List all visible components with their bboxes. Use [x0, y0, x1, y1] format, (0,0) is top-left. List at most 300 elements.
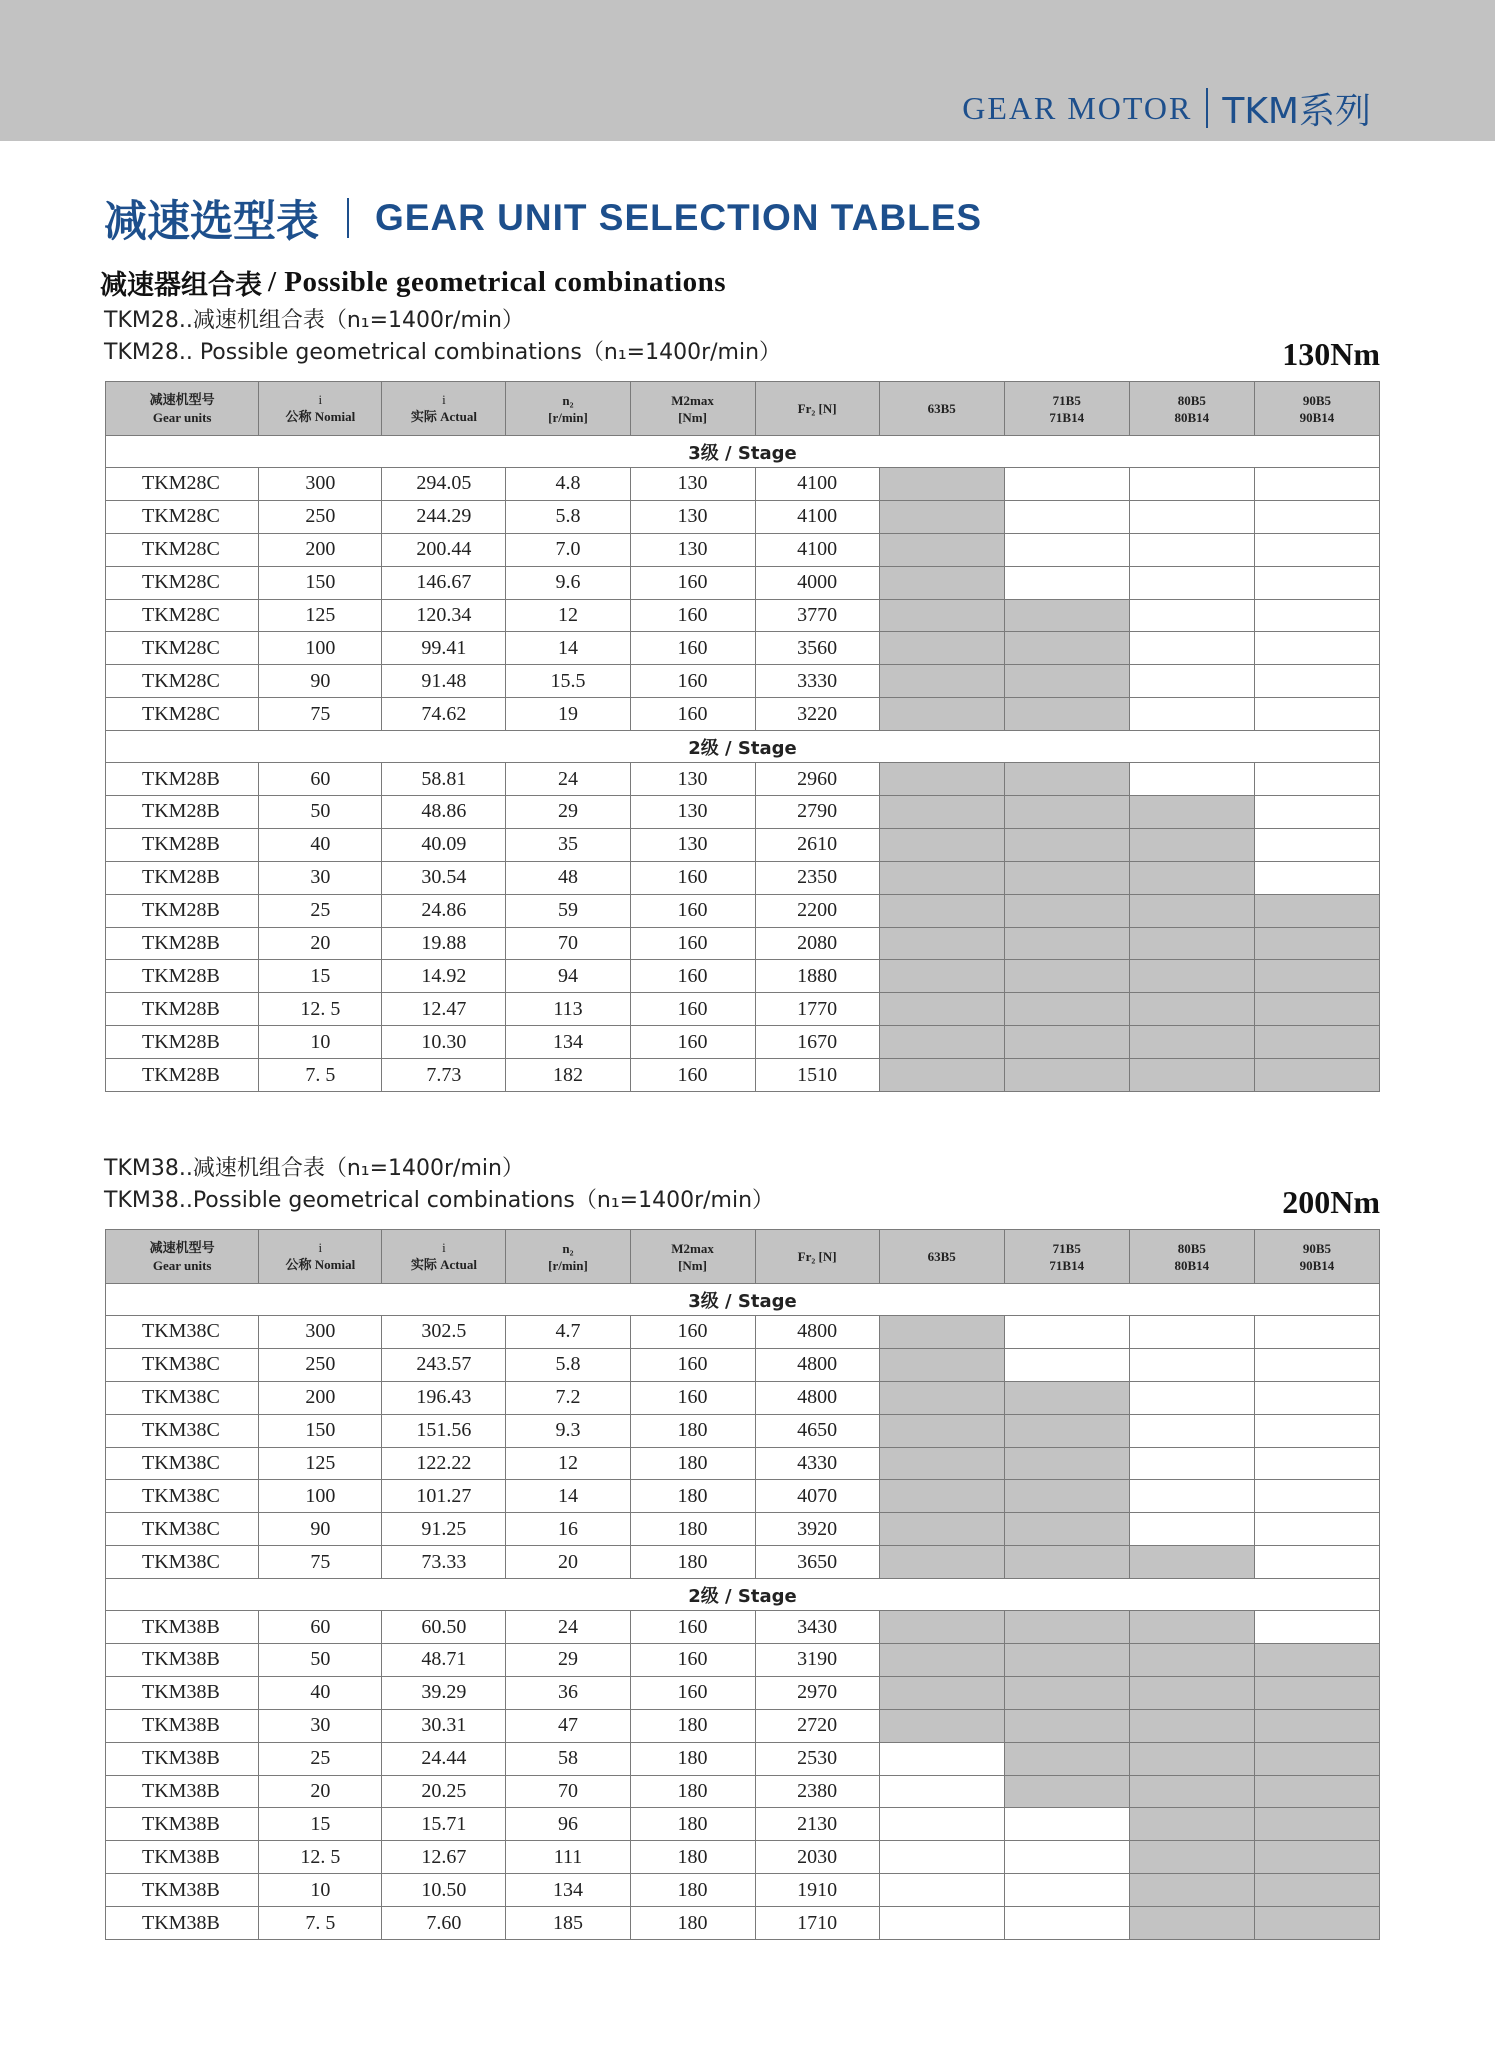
- col-actual-ratio-text: i: [442, 1240, 446, 1255]
- cell-actual-ratio: 12.47: [382, 993, 506, 1026]
- cell-motor-unavailable: [1254, 763, 1379, 796]
- cell-motor-unavailable: [1254, 1316, 1379, 1349]
- col-max-torque: [630, 1230, 755, 1284]
- cell-motor-available: [879, 1644, 1004, 1677]
- cell-output-speed: 7.2: [506, 1381, 630, 1414]
- col-actual-ratio-text: Actual: [440, 409, 477, 424]
- section-subtitle: [100, 262, 726, 302]
- cell-radial-force: 2530: [755, 1742, 879, 1775]
- col-nominal-ratio-text: Nomial: [314, 409, 356, 424]
- cell-max-torque: 160: [630, 861, 755, 894]
- col-motor-80-text: 80B14: [1174, 409, 1210, 425]
- cell-motor-available: [1254, 1775, 1379, 1808]
- col-actual-ratio-text: 实际: [410, 410, 437, 425]
- col-gear-units-text: Gear units: [152, 410, 212, 425]
- cell-radial-force: 4070: [755, 1480, 879, 1513]
- stage-label: 2级 / Stage: [106, 731, 1380, 763]
- cell-max-torque: 180: [630, 1808, 755, 1841]
- cell-motor-available: [1254, 927, 1379, 960]
- cell-motor-unavailable: [1129, 599, 1254, 632]
- cell-max-torque: 160: [630, 1316, 755, 1349]
- cell-gear-unit: TKM38C: [106, 1316, 259, 1349]
- brand-series: TKM系列: [1222, 90, 1371, 132]
- cell-motor-available: [1004, 927, 1129, 960]
- cell-motor-available: [1004, 1447, 1129, 1480]
- cell-radial-force: 3430: [755, 1611, 879, 1644]
- cell-radial-force: 3920: [755, 1513, 879, 1546]
- table-row: [106, 1709, 1380, 1742]
- cell-nominal-ratio: 75: [259, 698, 382, 731]
- cell-max-torque: 160: [630, 1611, 755, 1644]
- cell-radial-force: 2960: [755, 763, 879, 796]
- cell-nominal-ratio: 200: [259, 1381, 382, 1414]
- cell-radial-force: 3190: [755, 1644, 879, 1677]
- cell-motor-available: [1004, 763, 1129, 796]
- cell-motor-unavailable: [1129, 1316, 1254, 1349]
- table-row: [106, 861, 1380, 894]
- cell-nominal-ratio: 7. 5: [259, 1059, 382, 1092]
- cell-nominal-ratio: 10: [259, 1026, 382, 1059]
- cell-gear-unit: TKM38C: [106, 1381, 259, 1414]
- cell-motor-available: [879, 1059, 1004, 1092]
- cell-radial-force: 2380: [755, 1775, 879, 1808]
- cell-motor-available: [879, 599, 1004, 632]
- cell-radial-force: 2080: [755, 927, 879, 960]
- cell-motor-available: [1254, 1808, 1379, 1841]
- cell-gear-unit: TKM28B: [106, 861, 259, 894]
- caption-text: n₁=1400r/min: [346, 1156, 502, 1181]
- cell-nominal-ratio: 15: [259, 960, 382, 993]
- cell-gear-unit: TKM28B: [106, 894, 259, 927]
- cell-motor-available: [1004, 796, 1129, 829]
- cell-actual-ratio: 48.86: [382, 796, 506, 829]
- cell-max-torque: 160: [630, 1348, 755, 1381]
- cell-nominal-ratio: 15: [259, 1808, 382, 1841]
- cell-nominal-ratio: 200: [259, 533, 382, 566]
- cell-max-torque: 160: [630, 1381, 755, 1414]
- cell-gear-unit: TKM38B: [106, 1841, 259, 1874]
- col-nominal-ratio: [259, 382, 382, 436]
- cell-nominal-ratio: 125: [259, 1447, 382, 1480]
- cell-radial-force: 1510: [755, 1059, 879, 1092]
- cell-gear-unit: TKM38B: [106, 1676, 259, 1709]
- cell-radial-force: 1670: [755, 1026, 879, 1059]
- col-motor-90-text: 90B14: [1299, 409, 1335, 425]
- cell-motor-unavailable: [1254, 1611, 1379, 1644]
- col-max-torque: [630, 382, 755, 436]
- cell-motor-available: [879, 1709, 1004, 1742]
- col-motor-63b5-text: 63B5: [927, 401, 956, 416]
- cell-motor-available: [879, 763, 1004, 796]
- cell-output-speed: 70: [506, 1775, 630, 1808]
- cell-gear-unit: TKM38B: [106, 1907, 259, 1940]
- cell-actual-ratio: 30.54: [382, 861, 506, 894]
- col-output-speed-text: [r/min]: [548, 1257, 588, 1273]
- cell-output-speed: 5.8: [506, 500, 630, 533]
- subtitle-cn: 减速器组合表: [100, 269, 262, 301]
- cell-nominal-ratio: 25: [259, 894, 382, 927]
- cell-gear-unit: TKM28B: [106, 1059, 259, 1092]
- cell-gear-unit: TKM28C: [106, 533, 259, 566]
- cell-radial-force: 4100: [755, 468, 879, 501]
- cell-nominal-ratio: 300: [259, 1316, 382, 1349]
- table-row: [106, 566, 1380, 599]
- cell-motor-available: [1129, 1546, 1254, 1579]
- cell-actual-ratio: 91.25: [382, 1513, 506, 1546]
- col-motor-63b5: [879, 382, 1004, 436]
- col-radial-force: [755, 382, 879, 436]
- cell-motor-unavailable: [1129, 1513, 1254, 1546]
- cell-motor-available: [1129, 796, 1254, 829]
- col-actual-ratio-text: Actual: [440, 1257, 477, 1272]
- cell-actual-ratio: 244.29: [382, 500, 506, 533]
- cell-actual-ratio: 7.60: [382, 1907, 506, 1940]
- cell-motor-unavailable: [1254, 632, 1379, 665]
- cell-max-torque: 160: [630, 665, 755, 698]
- cell-radial-force: 4100: [755, 500, 879, 533]
- cell-motor-available: [879, 1381, 1004, 1414]
- cell-max-torque: 180: [630, 1414, 755, 1447]
- cell-gear-unit: TKM38B: [106, 1742, 259, 1775]
- cell-motor-available: [879, 632, 1004, 665]
- col-motor-80: [1129, 1230, 1254, 1284]
- cell-gear-unit: TKM38B: [106, 1775, 259, 1808]
- cell-radial-force: 2350: [755, 861, 879, 894]
- cell-radial-force: 3560: [755, 632, 879, 665]
- cell-motor-available: [1004, 1480, 1129, 1513]
- cell-nominal-ratio: 50: [259, 796, 382, 829]
- col-output-speed-text: n₂: [562, 392, 574, 408]
- cell-actual-ratio: 12.67: [382, 1841, 506, 1874]
- cell-actual-ratio: 151.56: [382, 1414, 506, 1447]
- brand-divider: [1206, 88, 1208, 128]
- cell-motor-available: [1254, 1644, 1379, 1677]
- caption-text: n₁=1400r/min: [346, 308, 502, 333]
- table-row: [106, 1611, 1380, 1644]
- cell-max-torque: 160: [630, 698, 755, 731]
- table2-caption-cn: [104, 1154, 524, 1184]
- cell-motor-available: [1004, 1644, 1129, 1677]
- cell-motor-available: [879, 1447, 1004, 1480]
- cell-radial-force: 3650: [755, 1546, 879, 1579]
- cell-actual-ratio: 60.50: [382, 1611, 506, 1644]
- col-radial-force: [755, 1230, 879, 1284]
- cell-motor-available: [879, 1611, 1004, 1644]
- cell-actual-ratio: 48.71: [382, 1644, 506, 1677]
- cell-max-torque: 130: [630, 796, 755, 829]
- cell-actual-ratio: 146.67: [382, 566, 506, 599]
- cell-motor-available: [1129, 927, 1254, 960]
- cell-motor-unavailable: [1129, 1348, 1254, 1381]
- cell-gear-unit: TKM28B: [106, 927, 259, 960]
- col-motor-90: [1254, 1230, 1379, 1284]
- cell-motor-available: [1254, 1026, 1379, 1059]
- cell-motor-available: [1129, 1907, 1254, 1940]
- cell-gear-unit: TKM28B: [106, 828, 259, 861]
- cell-nominal-ratio: 250: [259, 500, 382, 533]
- cell-motor-available: [879, 1348, 1004, 1381]
- stage-row: [106, 1579, 1380, 1611]
- table-body: [106, 436, 1380, 1092]
- cell-nominal-ratio: 50: [259, 1644, 382, 1677]
- col-max-torque-text: M2max: [671, 392, 714, 408]
- cell-motor-unavailable: [879, 1841, 1004, 1874]
- col-motor-63b5-text: 63B5: [927, 1249, 956, 1264]
- cell-radial-force: 2790: [755, 796, 879, 829]
- cell-max-torque: 180: [630, 1907, 755, 1940]
- cell-max-torque: 180: [630, 1447, 755, 1480]
- selection-table-tkm38: [105, 1229, 1380, 1940]
- col-motor-71-text: 71B14: [1049, 1257, 1085, 1273]
- cell-motor-unavailable: [1129, 1480, 1254, 1513]
- table-header: [106, 382, 1380, 436]
- cell-nominal-ratio: 25: [259, 1742, 382, 1775]
- cell-motor-available: [1129, 1676, 1254, 1709]
- table-row: [106, 1316, 1380, 1349]
- cell-motor-available: [879, 1513, 1004, 1546]
- cell-radial-force: 4650: [755, 1414, 879, 1447]
- col-nominal-ratio-text: 公称: [285, 1258, 312, 1273]
- cell-motor-available: [1004, 1026, 1129, 1059]
- cell-motor-available: [879, 1316, 1004, 1349]
- cell-actual-ratio: 91.48: [382, 665, 506, 698]
- cell-radial-force: 4800: [755, 1381, 879, 1414]
- cell-motor-available: [1129, 894, 1254, 927]
- cell-motor-unavailable: [1254, 796, 1379, 829]
- cell-output-speed: 29: [506, 796, 630, 829]
- cell-motor-unavailable: [879, 1907, 1004, 1940]
- cell-motor-available: [879, 533, 1004, 566]
- cell-motor-available: [879, 1676, 1004, 1709]
- stage-row: [106, 731, 1380, 763]
- col-motor-90-text: 90B5: [1302, 1240, 1332, 1256]
- col-motor-63b5: [879, 1230, 1004, 1284]
- cell-radial-force: 1910: [755, 1874, 879, 1907]
- cell-motor-available: [879, 960, 1004, 993]
- cell-motor-available: [1254, 1841, 1379, 1874]
- cell-nominal-ratio: 12. 5: [259, 1841, 382, 1874]
- cell-output-speed: 14: [506, 632, 630, 665]
- cell-motor-unavailable: [1004, 1841, 1129, 1874]
- cell-nominal-ratio: 7. 5: [259, 1907, 382, 1940]
- cell-output-speed: 134: [506, 1874, 630, 1907]
- cell-motor-available: [1004, 894, 1129, 927]
- cell-output-speed: 111: [506, 1841, 630, 1874]
- table-row: [106, 1381, 1380, 1414]
- cell-motor-available: [1129, 1026, 1254, 1059]
- cell-radial-force: 4800: [755, 1316, 879, 1349]
- table-row: [106, 828, 1380, 861]
- cell-output-speed: 96: [506, 1808, 630, 1841]
- cell-output-speed: 16: [506, 1513, 630, 1546]
- page-title-en: GEAR UNIT SELECTION TABLES: [375, 197, 983, 238]
- cell-nominal-ratio: 75: [259, 1546, 382, 1579]
- col-output-speed-text: [r/min]: [548, 409, 588, 425]
- col-output-speed: [506, 382, 630, 436]
- cell-motor-available: [1004, 960, 1129, 993]
- table-row: [106, 698, 1380, 731]
- col-motor-90-text: 90B5: [1302, 392, 1332, 408]
- cell-max-torque: 130: [630, 763, 755, 796]
- cell-actual-ratio: 73.33: [382, 1546, 506, 1579]
- cell-max-torque: 130: [630, 500, 755, 533]
- cell-motor-available: [879, 993, 1004, 1026]
- cell-output-speed: 59: [506, 894, 630, 927]
- col-motor-71: [1004, 1230, 1129, 1284]
- cell-motor-unavailable: [1004, 500, 1129, 533]
- cell-radial-force: 4800: [755, 1348, 879, 1381]
- cell-motor-available: [1004, 828, 1129, 861]
- cell-motor-unavailable: [1004, 468, 1129, 501]
- table-row: [106, 1676, 1380, 1709]
- cell-motor-unavailable: [1129, 566, 1254, 599]
- cell-gear-unit: TKM28B: [106, 1026, 259, 1059]
- cell-gear-unit: TKM38C: [106, 1546, 259, 1579]
- cell-max-torque: 160: [630, 1059, 755, 1092]
- cell-max-torque: 160: [630, 927, 755, 960]
- cell-gear-unit: TKM38C: [106, 1447, 259, 1480]
- cell-output-speed: 94: [506, 960, 630, 993]
- cell-nominal-ratio: 40: [259, 1676, 382, 1709]
- cell-actual-ratio: 10.50: [382, 1874, 506, 1907]
- cell-motor-available: [879, 796, 1004, 829]
- table-row: [106, 960, 1380, 993]
- cell-gear-unit: TKM28C: [106, 566, 259, 599]
- table-row: [106, 468, 1380, 501]
- cell-motor-unavailable: [879, 1742, 1004, 1775]
- col-max-torque-text: [Nm]: [678, 1257, 707, 1273]
- cell-nominal-ratio: 150: [259, 1414, 382, 1447]
- col-motor-90-text: 90B14: [1299, 1257, 1335, 1273]
- cell-motor-unavailable: [1129, 632, 1254, 665]
- header-row: [106, 1230, 1380, 1284]
- cell-nominal-ratio: 30: [259, 1709, 382, 1742]
- cell-motor-available: [879, 566, 1004, 599]
- cell-max-torque: 180: [630, 1775, 755, 1808]
- cell-gear-unit: TKM38B: [106, 1611, 259, 1644]
- table-row: [106, 1348, 1380, 1381]
- cell-motor-unavailable: [1254, 1513, 1379, 1546]
- cell-actual-ratio: 294.05: [382, 468, 506, 501]
- cell-output-speed: 4.7: [506, 1316, 630, 1349]
- table-row: [106, 1907, 1380, 1940]
- col-actual-ratio: [382, 1230, 506, 1284]
- cell-motor-available: [1254, 1709, 1379, 1742]
- cell-max-torque: 180: [630, 1874, 755, 1907]
- cell-motor-available: [1129, 1775, 1254, 1808]
- col-output-speed: [506, 1230, 630, 1284]
- cell-motor-unavailable: [1129, 665, 1254, 698]
- cell-max-torque: 130: [630, 828, 755, 861]
- cell-motor-available: [879, 828, 1004, 861]
- cell-motor-available: [1129, 960, 1254, 993]
- cell-actual-ratio: 99.41: [382, 632, 506, 665]
- table2-torque: 200Nm: [1282, 1184, 1380, 1220]
- cell-output-speed: 12: [506, 599, 630, 632]
- cell-motor-available: [1004, 1611, 1129, 1644]
- cell-motor-available: [1004, 1513, 1129, 1546]
- cell-nominal-ratio: 100: [259, 1480, 382, 1513]
- cell-motor-available: [879, 468, 1004, 501]
- cell-motor-unavailable: [1129, 1447, 1254, 1480]
- cell-gear-unit: TKM28B: [106, 993, 259, 1026]
- col-gear-units-text: 减速机型号: [149, 393, 215, 408]
- cell-max-torque: 160: [630, 1676, 755, 1709]
- cell-actual-ratio: 74.62: [382, 698, 506, 731]
- cell-gear-unit: TKM38B: [106, 1709, 259, 1742]
- cell-motor-available: [1004, 1414, 1129, 1447]
- cell-motor-available: [1004, 1059, 1129, 1092]
- table-row: [106, 1546, 1380, 1579]
- cell-output-speed: 4.8: [506, 468, 630, 501]
- cell-gear-unit: TKM28C: [106, 599, 259, 632]
- cell-nominal-ratio: 20: [259, 927, 382, 960]
- cell-radial-force: 4330: [755, 1447, 879, 1480]
- cell-motor-unavailable: [1129, 698, 1254, 731]
- cell-motor-available: [1254, 1676, 1379, 1709]
- cell-nominal-ratio: 40: [259, 828, 382, 861]
- cell-output-speed: 134: [506, 1026, 630, 1059]
- col-nominal-ratio: [259, 1230, 382, 1284]
- cell-radial-force: 2720: [755, 1709, 879, 1742]
- cell-motor-available: [1129, 1874, 1254, 1907]
- cell-nominal-ratio: 250: [259, 1348, 382, 1381]
- cell-gear-unit: TKM28C: [106, 665, 259, 698]
- table-row: [106, 763, 1380, 796]
- cell-actual-ratio: 122.22: [382, 1447, 506, 1480]
- col-motor-80-text: 80B5: [1177, 1240, 1206, 1256]
- brand-header: [962, 86, 1371, 130]
- cell-actual-ratio: 24.86: [382, 894, 506, 927]
- cell-motor-unavailable: [1129, 533, 1254, 566]
- cell-motor-available: [1254, 894, 1379, 927]
- cell-motor-available: [1254, 1874, 1379, 1907]
- cell-radial-force: 1770: [755, 993, 879, 1026]
- cell-actual-ratio: 39.29: [382, 1676, 506, 1709]
- cell-motor-unavailable: [1129, 1381, 1254, 1414]
- col-gear-units-text: 减速机型号: [149, 1241, 215, 1256]
- cell-motor-available: [879, 894, 1004, 927]
- cell-output-speed: 12: [506, 1447, 630, 1480]
- table-row: [106, 796, 1380, 829]
- cell-motor-available: [879, 927, 1004, 960]
- cell-radial-force: 2970: [755, 1676, 879, 1709]
- cell-max-torque: 160: [630, 599, 755, 632]
- cell-output-speed: 29: [506, 1644, 630, 1677]
- cell-motor-unavailable: [1129, 1414, 1254, 1447]
- cell-motor-available: [1004, 698, 1129, 731]
- cell-motor-available: [1004, 1775, 1129, 1808]
- cell-max-torque: 180: [630, 1742, 755, 1775]
- cell-actual-ratio: 10.30: [382, 1026, 506, 1059]
- table-row: [106, 500, 1380, 533]
- cell-nominal-ratio: 300: [259, 468, 382, 501]
- cell-radial-force: 4100: [755, 533, 879, 566]
- cell-motor-available: [1129, 1611, 1254, 1644]
- cell-radial-force: 2030: [755, 1841, 879, 1874]
- col-motor-80: [1129, 382, 1254, 436]
- col-motor-71-text: 71B5: [1052, 392, 1081, 408]
- cell-output-speed: 185: [506, 1907, 630, 1940]
- cell-output-speed: 14: [506, 1480, 630, 1513]
- cell-output-speed: 9.3: [506, 1414, 630, 1447]
- cell-max-torque: 180: [630, 1841, 755, 1874]
- cell-gear-unit: TKM38C: [106, 1348, 259, 1381]
- col-actual-ratio-text: 实际: [410, 1258, 437, 1273]
- page-title-cn: 减速选型表: [104, 196, 319, 247]
- col-motor-71: [1004, 382, 1129, 436]
- cell-gear-unit: TKM28C: [106, 632, 259, 665]
